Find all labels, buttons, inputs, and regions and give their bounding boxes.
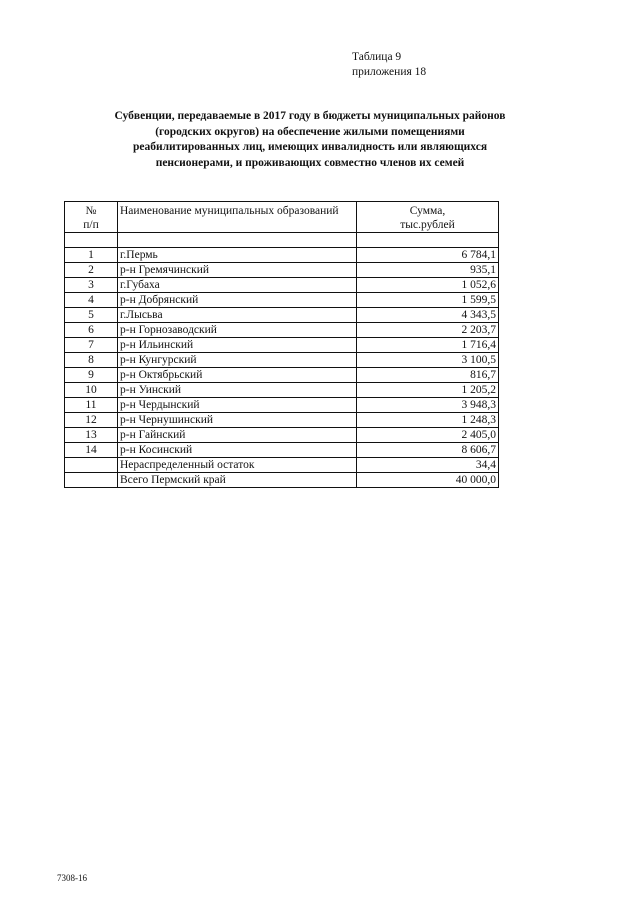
row-sum: 816,7 (357, 368, 499, 383)
subventions-table (64, 201, 499, 488)
row-name: р-н Гремячинский (118, 263, 357, 278)
row-number: 13 (65, 428, 118, 443)
row-sum: 1 716,4 (357, 338, 499, 353)
header-number (65, 202, 118, 233)
row-name: р-н Добрянский (118, 293, 357, 308)
row-number-empty (65, 473, 118, 488)
document-code: 7308-16 (57, 873, 87, 883)
row-number: 6 (65, 323, 118, 338)
row-name: г.Лысьва (118, 308, 357, 323)
table-row (65, 353, 499, 368)
total-row (65, 473, 499, 488)
row-number: 4 (65, 293, 118, 308)
spacer-cell (357, 233, 499, 248)
row-number: 10 (65, 383, 118, 398)
table-row (65, 308, 499, 323)
header-number-line-1: № (85, 205, 97, 217)
row-number: 11 (65, 398, 118, 413)
row-name: р-н Кунгурский (118, 353, 357, 368)
row-sum: 2 203,7 (357, 323, 499, 338)
spacer-cell (65, 233, 118, 248)
row-name: р-н Октябрьский (118, 368, 357, 383)
row-number: 2 (65, 263, 118, 278)
row-number: 8 (65, 353, 118, 368)
table-number: Таблица 9 (352, 51, 402, 63)
table-row (65, 383, 499, 398)
table-header-row (65, 202, 499, 233)
table-row (65, 293, 499, 308)
row-number-empty (65, 458, 118, 473)
row-sum: 3 100,5 (357, 353, 499, 368)
table-row (65, 443, 499, 458)
row-sum: 1 599,5 (357, 293, 499, 308)
table-row (65, 368, 499, 383)
total-sum: 40 000,0 (357, 473, 499, 488)
row-sum: 8 606,7 (357, 443, 499, 458)
row-name: г.Губаха (118, 278, 357, 293)
header-sum-line-1: Сумма, (409, 205, 446, 217)
row-sum: 2 405,0 (357, 428, 499, 443)
row-name: р-н Гайнский (118, 428, 357, 443)
row-name: р-н Горнозаводский (118, 323, 357, 338)
row-number: 1 (65, 248, 118, 263)
row-number: 14 (65, 443, 118, 458)
table-row (65, 413, 499, 428)
row-sum: 3 948,3 (357, 398, 499, 413)
title-line-1: Субвенции, передаваемые в 2017 году в бюджеты муниципальных районов (114, 110, 506, 122)
unallocated-row (65, 458, 499, 473)
row-name: р-н Уинский (118, 383, 357, 398)
appendix-number: приложения 18 (352, 66, 427, 78)
row-number: 5 (65, 308, 118, 323)
header-sum (357, 202, 499, 233)
row-sum: 4 343,5 (357, 308, 499, 323)
table-row (65, 323, 499, 338)
header-spacer-row (65, 233, 499, 248)
table-reference (352, 50, 426, 80)
title-line-4: пенсионерами, и проживающих совместно членов их семей (155, 156, 465, 169)
row-sum: 935,1 (357, 263, 499, 278)
unallocated-sum: 34,4 (357, 458, 499, 473)
row-name: г.Пермь (118, 248, 357, 263)
row-number: 3 (65, 278, 118, 293)
title-line-2: (городских округов) на обеспечение жилыми помещениями (155, 125, 465, 138)
row-name: р-н Косинский (118, 443, 357, 458)
table-row (65, 428, 499, 443)
table-row (65, 278, 499, 293)
table-body (65, 248, 499, 488)
title-line-3: реабилитированных лиц, имеющих инвалидность или являющихся (132, 141, 488, 153)
row-name: р-н Ильинский (118, 338, 357, 353)
row-sum: 1 205,2 (357, 383, 499, 398)
spacer-cell (118, 233, 357, 248)
table-row (65, 263, 499, 278)
header-number-line-2: п/п (83, 219, 99, 231)
table-row (65, 248, 499, 263)
total-name: Всего Пермский край (118, 473, 357, 488)
row-number: 12 (65, 413, 118, 428)
row-sum: 6 784,1 (357, 248, 499, 263)
header-sum-line-2: тыс.рублей (400, 219, 455, 231)
table-row (65, 398, 499, 413)
document-title (60, 109, 560, 171)
table-row (65, 338, 499, 353)
unallocated-name: Нераспределенный остаток (118, 458, 357, 473)
row-name: р-н Чердынский (118, 398, 357, 413)
row-number: 9 (65, 368, 118, 383)
header-name: Наименование муниципальных образований (118, 202, 357, 233)
row-number: 7 (65, 338, 118, 353)
row-sum: 1 052,6 (357, 278, 499, 293)
row-sum: 1 248,3 (357, 413, 499, 428)
row-name: р-н Чернушинский (118, 413, 357, 428)
